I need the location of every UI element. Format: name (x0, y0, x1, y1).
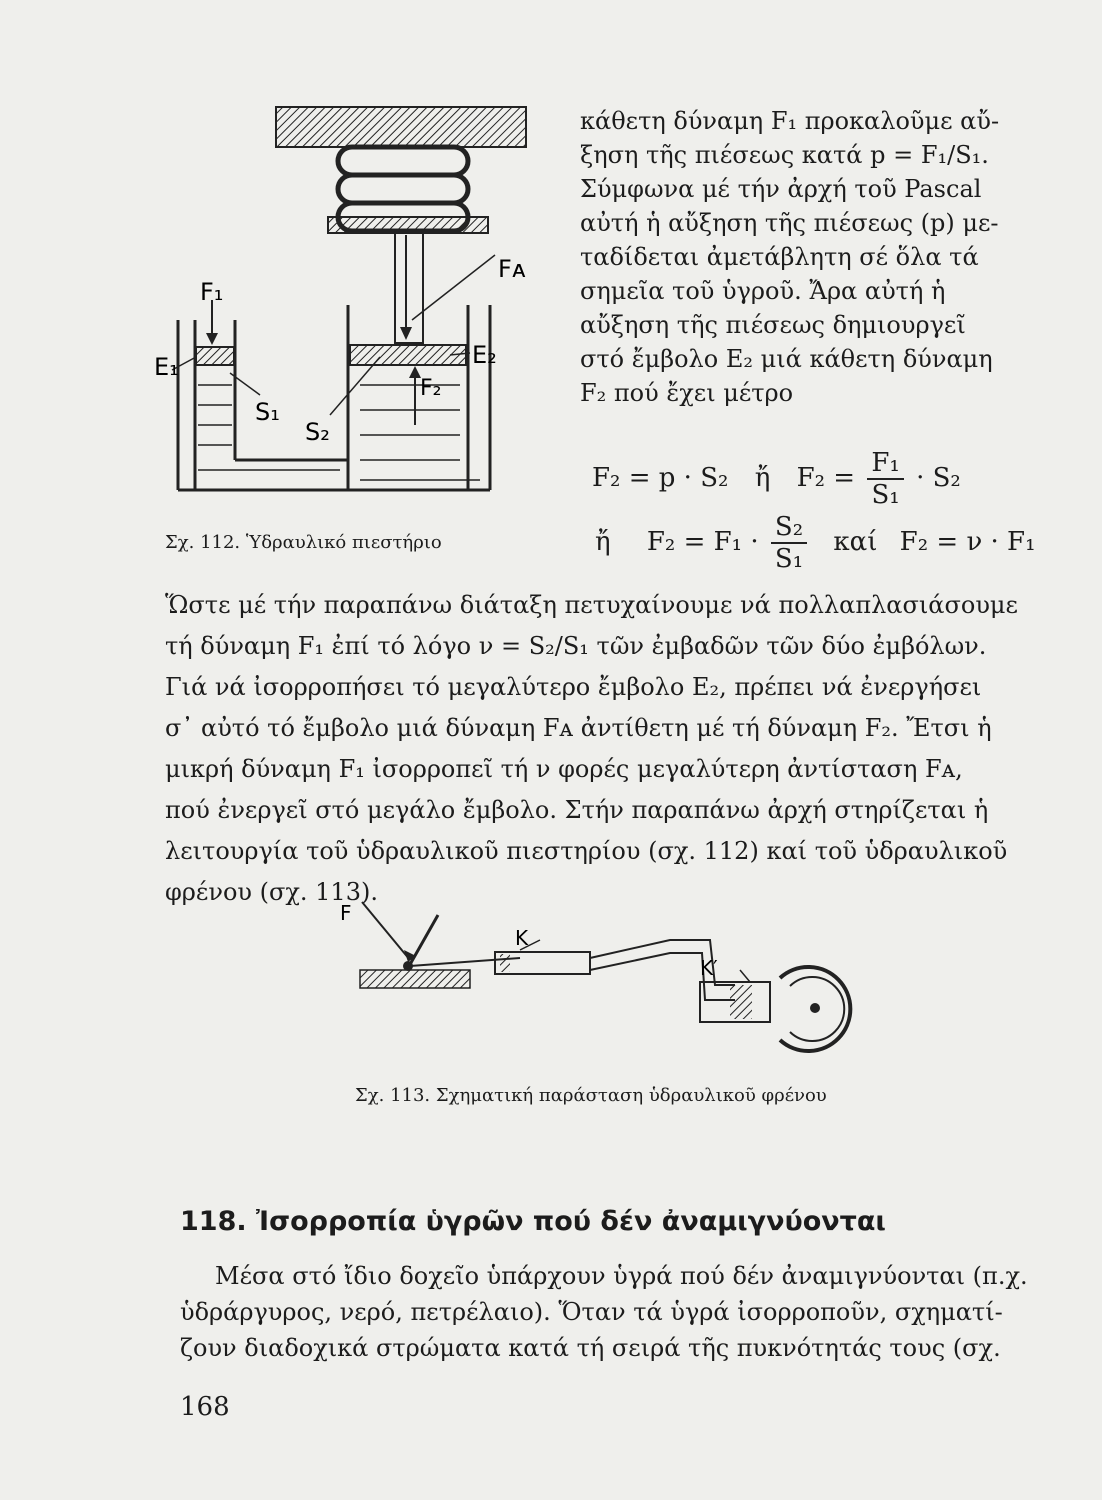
fig113-caption: Σχ. 113. Σχηματική παράσταση ὑδραυλικοῦ φρένου (355, 1085, 827, 1106)
right-column-line: ξηση τῆς πιέσεως κατά p = F₁/S₁. (580, 141, 989, 169)
large-piston (350, 345, 466, 365)
fig112-caption: Σχ. 112. Ὑδραυλικό πιεστήριο (165, 532, 442, 553)
small-piston (196, 347, 234, 365)
right-column-line: ταδίδεται ἀμετάβλητη σέ ὅλα τά (580, 243, 979, 271)
section-heading: 118. Ἰσορροπία ὑγρῶν πού δέν ἀναμιγνύονται (180, 1206, 886, 1237)
press-top-plate (276, 107, 526, 147)
label-k-prime: K′ (700, 956, 718, 980)
label-f: F (340, 901, 352, 925)
label-e2: E₂ (472, 341, 497, 369)
paragraph-line: τή δύναμη F₁ ἐπί τό λόγο ν = S₂/S₁ τῶν ἐμβαδῶν τῶν δύο ἐμβόλων. (165, 632, 987, 660)
paragraph-line: σ᾽ αὐτό τό ἔμβολο μιά δύναμη Fᴀ ἀντίθετη μέ τή δύναμη F₂. Ἔτσι ἡ (165, 714, 992, 742)
paragraph-line: Γιά νά ἰσορροπήσει τό μεγαλύτερο ἔμβολο E₂, πρέπει νά ἐνεργήσει (165, 673, 982, 701)
right-column-line: στό ἔμβολο E₂ μιά κάθετη δύναμη (580, 345, 993, 373)
paragraph-line: μικρή δύναμη F₁ ἰσορροπεῖ τή ν φορές μεγαλύτερη ἀντίσταση Fᴀ, (165, 755, 963, 783)
label-f2: F₂ (420, 376, 442, 401)
page-number: 168 (180, 1392, 230, 1422)
right-column-line: αὔξηση τῆς πιέσεως δημιουργεῖ (580, 311, 966, 339)
right-column-line: F₂ πού ἔχει μέτρο (580, 379, 794, 407)
label-e1: E₁ (154, 353, 179, 381)
formula-f2-ratio: ἤ F₂ = F₁ · $\frac{\text{S₂}}{\text{S₁}}$ καί F₂ = ν · F₁ (595, 512, 1036, 574)
label-s1: S₁ (255, 398, 280, 426)
right-column-line: αὐτή ἡ αὔξηση τῆς πιέσεως (p) με- (580, 209, 999, 237)
right-column-line: σημεῖα τοῦ ὑγροῦ. Ἄρα αὐτή ἡ (580, 277, 946, 305)
paragraph-line: πού ἐνεργεῖ στό μεγάλο ἔμβολο. Στήν παραπάνω ἀρχή στηρίζεται ἡ (165, 796, 989, 824)
section-line-1: Μέσα στό ἴδιο δοχεῖο ὑπάρχουν ὑγρά πού δέν ἀναμιγνύονται (π.χ. (215, 1262, 1028, 1290)
formula-f2-ps2: F₂ = p · S₂ ἤ F₂ = $\frac{\text{F₁}}{\text{S₁}}$ · S₂ (592, 448, 961, 510)
label-fa: Fᴀ (498, 255, 527, 283)
paragraph-line: Ὥστε μέ τήν παραπάνω διάταξη πετυχαίνουμε νά πολλαπλασιάσουμε (165, 591, 1018, 619)
label-f1: F₁ (200, 278, 224, 306)
right-column-line: κάθετη δύναμη F₁ προκαλοῦμε αὔ- (580, 107, 1000, 135)
label-s2: S₂ (305, 418, 330, 446)
label-k: K (515, 926, 529, 950)
section-line-2: ὑδράργυρος, νερό, πετρέλαιο). Ὅταν τά ὑγρά ἰσορροποῦν, σχηματί- (180, 1298, 1003, 1326)
paragraph-line: φρένου (σχ. 113). (165, 878, 378, 906)
hydraulic-brake-figure (320, 890, 880, 1060)
hydraulic-press-figure (150, 95, 570, 515)
right-column-line: Σύμφωνα μέ τήν ἀρχή τοῦ Pascal (580, 175, 982, 203)
section-line-3: ζουν διαδοχικά στρώματα κατά τή σειρά τῆς πυκνότητάς τους (σχ. (180, 1334, 1001, 1362)
paragraph-line: λειτουργία τοῦ ὑδραυλικοῦ πιεστηρίου (σχ. 112) καί τοῦ ὑδραυλικοῦ (165, 837, 1008, 865)
